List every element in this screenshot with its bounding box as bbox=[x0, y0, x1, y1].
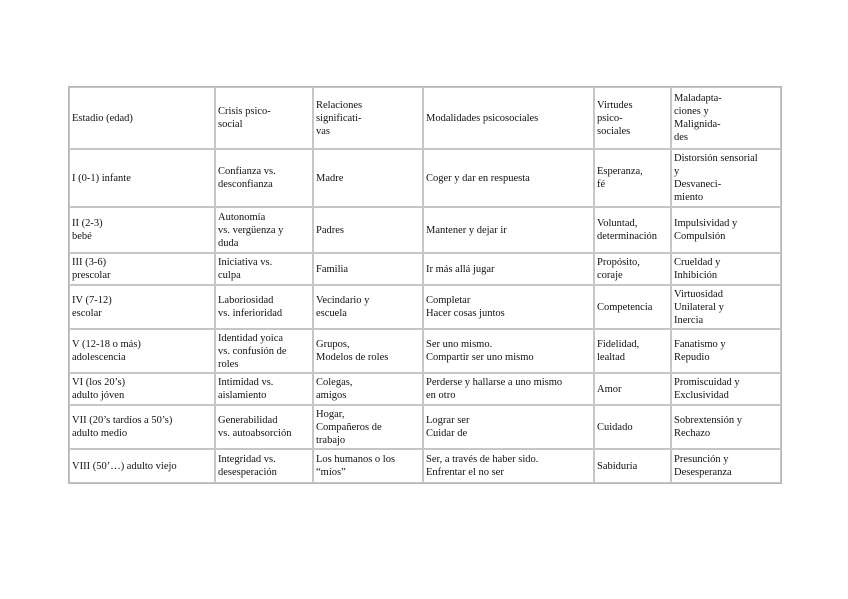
table-cell: II (2-3) bebé bbox=[69, 207, 215, 253]
table-cell: Autonomía vs. vergüenza y duda bbox=[215, 207, 313, 253]
table-cell: Laboriosidad vs. inferioridad bbox=[215, 285, 313, 329]
table-cell: Iniciativa vs. culpa bbox=[215, 253, 313, 285]
table-cell: Confianza vs. desconfianza bbox=[215, 149, 313, 207]
table-row bbox=[69, 149, 781, 207]
table-cell: VII (20’s tardíos a 50’s) adulto medio bbox=[69, 405, 215, 449]
table-cell: Presunción y Desesperanza bbox=[671, 449, 781, 483]
table-cell: Mantener y dejar ir bbox=[423, 207, 594, 253]
psychosocial-stages-table bbox=[68, 86, 782, 484]
table-cell: Crueldad y Inhibición bbox=[671, 253, 781, 285]
table-cell: Identidad yoica vs. confusión de roles bbox=[215, 329, 313, 373]
table-row bbox=[69, 285, 781, 329]
table-row bbox=[69, 449, 781, 483]
header-cell-maladaptations: Maladapta- ciones y Malignida- des bbox=[671, 87, 781, 149]
table-cell: Vecindario y escuela bbox=[313, 285, 423, 329]
table-cell: Coger y dar en respuesta bbox=[423, 149, 594, 207]
table-cell: Hogar, Compañeros de trabajo bbox=[313, 405, 423, 449]
table-cell: Intimidad vs. aislamiento bbox=[215, 373, 313, 405]
table-cell: Generabilidad vs. autoabsorción bbox=[215, 405, 313, 449]
table-cell: Impulsividad y Compulsión bbox=[671, 207, 781, 253]
table-cell: Voluntad, determinación bbox=[594, 207, 671, 253]
table-cell: Propósito, coraje bbox=[594, 253, 671, 285]
table-row bbox=[69, 329, 781, 373]
header-cell-virtues: Virtudes psico- sociales bbox=[594, 87, 671, 149]
table-cell: Grupos, Modelos de roles bbox=[313, 329, 423, 373]
table-cell: Distorsión sensorial y Desvaneci- miento bbox=[671, 149, 781, 207]
header-cell-stage: Estadio (edad) bbox=[69, 87, 215, 149]
header-cell-relations: Relaciones significati- vas bbox=[313, 87, 423, 149]
table-cell: Padres bbox=[313, 207, 423, 253]
table-cell: Competencia bbox=[594, 285, 671, 329]
table-cell: Promiscuidad y Exclusividad bbox=[671, 373, 781, 405]
table-row bbox=[69, 253, 781, 285]
table-row bbox=[69, 373, 781, 405]
table-cell: VI (los 20’s) adulto jóven bbox=[69, 373, 215, 405]
header-cell-crisis: Crisis psico- social bbox=[215, 87, 313, 149]
table-cell: I (0-1) infante bbox=[69, 149, 215, 207]
table-cell: Completar Hacer cosas juntos bbox=[423, 285, 594, 329]
table-cell: Colegas, amigos bbox=[313, 373, 423, 405]
table-cell: Fanatismo y Repudio bbox=[671, 329, 781, 373]
table-cell: Integridad vs. desesperación bbox=[215, 449, 313, 483]
table-cell: Los humanos o los “míos” bbox=[313, 449, 423, 483]
table-cell: Sabiduría bbox=[594, 449, 671, 483]
table-cell: Amor bbox=[594, 373, 671, 405]
table-cell: Madre bbox=[313, 149, 423, 207]
header-cell-modalities: Modalidades psicosociales bbox=[423, 87, 594, 149]
table-row bbox=[69, 405, 781, 449]
table-cell: Cuidado bbox=[594, 405, 671, 449]
table-cell: V (12-18 o más) adolescencia bbox=[69, 329, 215, 373]
table-cell: Fidelidad, lealtad bbox=[594, 329, 671, 373]
table-cell: Sobrextensión y Rechazo bbox=[671, 405, 781, 449]
table-cell: Esperanza, fé bbox=[594, 149, 671, 207]
table-cell: IV (7-12) escolar bbox=[69, 285, 215, 329]
table-cell: Ser, a través de haber sido. Enfrentar el no ser bbox=[423, 449, 594, 483]
table-row bbox=[69, 207, 781, 253]
table-cell: Ir más allá jugar bbox=[423, 253, 594, 285]
table-cell: III (3-6) prescolar bbox=[69, 253, 215, 285]
table-cell: Familia bbox=[313, 253, 423, 285]
table-cell: Perderse y hallarse a uno mismo en otro bbox=[423, 373, 594, 405]
table-cell: VIII (50’…) adulto viejo bbox=[69, 449, 215, 483]
table-cell: Ser uno mismo. Compartir ser uno mismo bbox=[423, 329, 594, 373]
table-header-row bbox=[69, 87, 781, 149]
table-cell: Virtuosidad Unilateral y Inercia bbox=[671, 285, 781, 329]
table-cell: Lograr ser Cuidar de bbox=[423, 405, 594, 449]
